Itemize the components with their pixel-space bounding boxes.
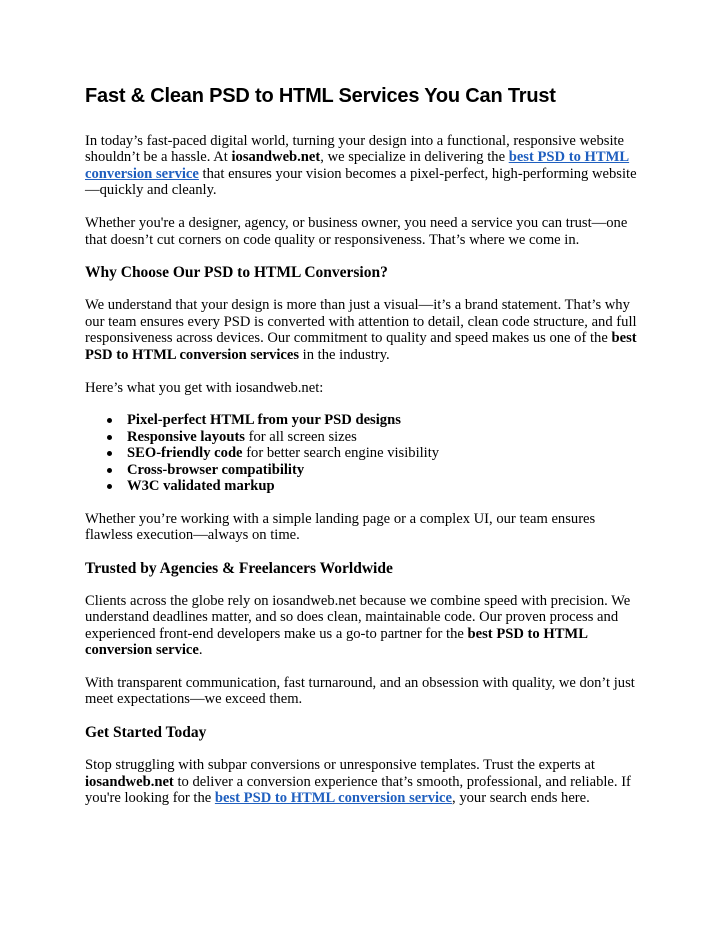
trusted-paragraph bbox=[85, 593, 645, 659]
list-item bbox=[107, 412, 645, 428]
page-title: Fast & Clean PSD to HTML Services You Can Trust bbox=[85, 85, 556, 107]
list-item bbox=[107, 462, 645, 478]
intro-site-name: iosandweb.net bbox=[231, 149, 321, 166]
feature-bold: Pixel-perfect HTML from your PSD designs bbox=[127, 412, 401, 429]
features-intro: Here’s what you get with iosandweb.net: bbox=[85, 379, 324, 396]
section-heading-get-started: Get Started Today bbox=[85, 724, 207, 742]
section-heading-trusted: Trusted by Agencies & Freelancers Worldwide bbox=[85, 559, 393, 577]
feature-bold: Responsive layouts bbox=[127, 428, 245, 445]
trusted-end: . bbox=[198, 642, 203, 659]
second-paragraph: Whether you're a designer, agency, or business owner, you need a service you can trust—one that doesn’t cut corners on code quality or responsiveness. That’s where we come in. bbox=[85, 215, 628, 248]
get-started-text-1: Stop struggling with subpar conversions or unresponsive templates. Trust the experts at bbox=[85, 757, 595, 774]
list-item bbox=[107, 478, 645, 494]
section-heading-why-choose: Why Choose Our PSD to HTML Conversion? bbox=[85, 264, 388, 282]
get-started-service-link[interactable]: best PSD to HTML conversion service bbox=[214, 790, 453, 807]
why-choose-text: We understand that your design is more than just a visual—it’s a brand statement. That’s why our team ensures every PSD is converted with attention to detail, clean code structure, and full responsiveness across devices. Our commitment to quality and speed makes us one of the bbox=[85, 297, 637, 347]
feature-bold: SEO-friendly code bbox=[127, 445, 243, 462]
bullet-icon bbox=[107, 451, 112, 456]
get-started-paragraph bbox=[85, 757, 645, 806]
trusted-bold: best PSD to HTML conversion service bbox=[85, 625, 588, 659]
list-item bbox=[107, 445, 645, 461]
why-choose-paragraph bbox=[85, 297, 645, 363]
get-started-site-name: iosandweb.net bbox=[85, 773, 174, 790]
intro-paragraph bbox=[85, 133, 645, 199]
feature-rest: for all screen sizes bbox=[244, 428, 357, 445]
bullet-icon bbox=[107, 418, 112, 423]
communication-paragraph: With transparent communication, fast turnaround, and an obsession with quality, we don’t just meet expectations—we exceed them. bbox=[85, 674, 635, 708]
intro-text-1: In today’s fast-paced digital world, turning your design into a functional, responsive website shouldn’t be a hassle. At bbox=[85, 133, 625, 166]
bullet-icon bbox=[107, 484, 112, 489]
intro-service-link[interactable]: best PSD to HTML conversion service bbox=[85, 149, 630, 182]
feature-bold: W3C validated markup bbox=[127, 478, 275, 495]
feature-bold: Cross-browser compatibility bbox=[127, 461, 305, 478]
features-list bbox=[85, 412, 645, 494]
get-started-text-2: to deliver a conversion experience that’s smooth, professional, and reliable. If you're looking for the bbox=[85, 773, 631, 807]
feature-rest: for better search engine visibility bbox=[242, 445, 440, 462]
document-page bbox=[85, 84, 645, 823]
get-started-text-3: , your search ends here. bbox=[452, 790, 590, 807]
why-choose-end: in the industry. bbox=[299, 346, 390, 363]
bullet-icon bbox=[107, 435, 112, 440]
intro-text-2: , we specialize in delivering the bbox=[320, 149, 509, 166]
intro-text-3: that ensures your vision becomes a pixel-perfect, high-performing website—quickly and cleanly. bbox=[85, 165, 637, 199]
why-choose-bold: best PSD to HTML conversion services bbox=[85, 330, 637, 363]
trusted-text: Clients across the globe rely on iosandweb.net because we combine speed with precision. We understand deadlines matter, and so does clean, maintainable code. Our proven process and experienced front-end developers make us a go-to partner for the bbox=[85, 592, 631, 642]
list-item bbox=[107, 429, 645, 445]
execution-paragraph: Whether you’re working with a simple landing page or a complex UI, our team ensures flawless execution—always on time. bbox=[85, 510, 596, 543]
bullet-icon bbox=[107, 468, 112, 473]
